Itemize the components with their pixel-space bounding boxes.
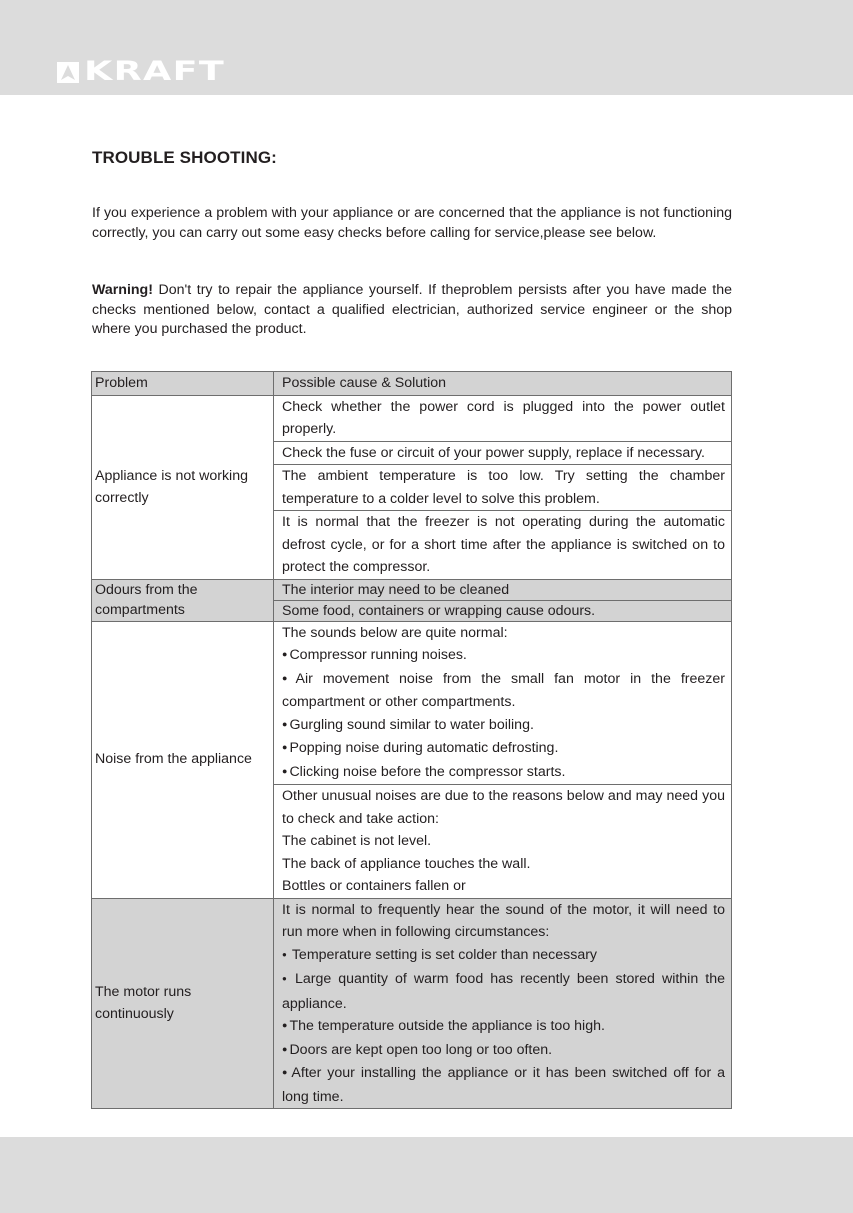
bullet-item: ● Large quantity of warm food has recently been stored within the appliance. [282, 968, 725, 1015]
table-row [92, 621, 732, 785]
solution-cell: The interior may need to be cleaned [274, 579, 732, 600]
solution-cell [274, 898, 732, 1109]
warning-text: Don't try to repair the appliance yourself. If theproblem persists after you have made the checks mentioned below, contact a qualified electrician, authorized service engineer or the shop where you purchased the product. [92, 282, 732, 337]
problem-cell: Appliance is not working correctly [92, 395, 274, 579]
solution-intro: Other unusual noises are due to the reasons below and may need you to check and take action: [282, 788, 725, 827]
header-problem: Problem [92, 372, 274, 396]
solution-intro: The sounds below are quite normal: [282, 624, 508, 641]
intro-paragraph: If you experience a problem with your appliance or are concerned that the appliance is not functioning correctly, you can carry out some easy checks before calling for service,please see below. [92, 205, 732, 241]
header-band [0, 0, 853, 95]
solution-cell: Check whether the power cord is plugged into the power outlet properly. [274, 395, 732, 441]
table-header-row [92, 372, 732, 396]
warning-label: Warning! [92, 282, 153, 298]
bullet-item: ● Air movement noise from the small fan motor in the freezer compartment or other compartments. [282, 668, 725, 714]
warning-paragraph [92, 281, 732, 340]
bullet-item: ● After your installing the appliance or it has been switched off for a long time. [282, 1062, 725, 1108]
footer-band [0, 1137, 853, 1213]
table-row [92, 395, 732, 441]
solution-cell: Some food, containers or wrapping cause odours. [274, 600, 732, 621]
troubleshooting-table [91, 371, 732, 1109]
solution-cell: The ambient temperature is too low. Try setting the chamber temperature to a colder level to solve this problem. [274, 465, 732, 511]
bullet-item: ● Compressor running noises. [282, 644, 725, 668]
page-title: TROUBLE SHOOTING: [92, 148, 277, 167]
table-row [92, 898, 732, 1109]
solution-line: The cabinet is not level. [282, 833, 432, 849]
solution-intro: It is normal to frequently hear the sound of the motor, it will need to run more when in following circumstances: [282, 901, 725, 940]
brand-logo [57, 56, 226, 87]
brand-name: KRAFT [84, 56, 226, 87]
table-row [92, 579, 732, 600]
bullet-item: ● Clicking noise before the compressor starts. [282, 761, 725, 785]
triangle-mark-icon [57, 62, 79, 83]
problem-cell: Noise from the appliance [92, 621, 274, 898]
bullet-item: ● Gurgling sound similar to water boiling. [282, 714, 725, 738]
solution-cell [274, 785, 732, 899]
bullet-item: ● The temperature outside the appliance is too high. [282, 1015, 725, 1039]
solution-cell: It is normal that the freezer is not operating during the automatic defrost cycle, or for a short time after the appliance is switched on to protect the compressor. [274, 511, 732, 580]
problem-cell: The motor runs continuously [92, 898, 274, 1109]
solution-cell: Check the fuse or circuit of your power supply, replace if necessary. [274, 441, 732, 465]
header-solution: Possible cause & Solution [274, 372, 732, 396]
solution-line: Bottles or containers fallen or [282, 878, 466, 894]
bullet-item: ● Popping noise during automatic defrosting. [282, 737, 725, 761]
problem-cell: Odours from the compartments [92, 579, 274, 621]
bullet-item: ● Doors are kept open too long or too often. [282, 1039, 725, 1063]
solution-line: The back of appliance touches the wall. [282, 855, 531, 872]
bullet-item: ● Temperature setting is set colder than necessary [282, 944, 725, 969]
solution-cell [274, 621, 732, 785]
